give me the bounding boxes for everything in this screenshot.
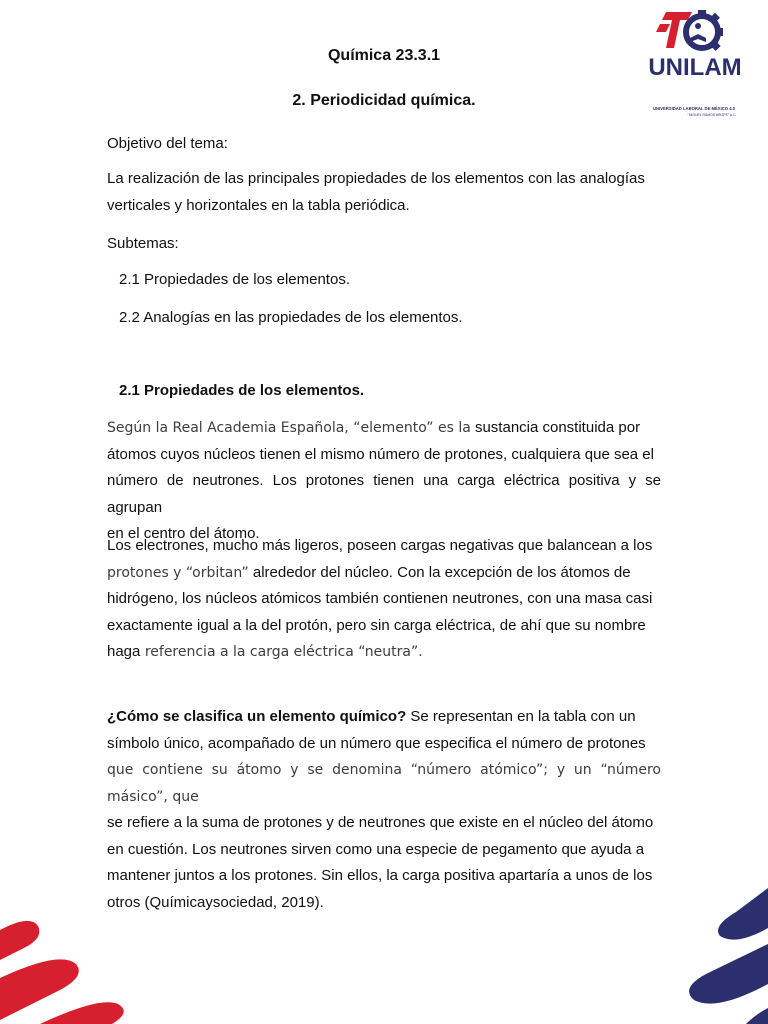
p3-line-7: otros (Químicaysociedad, 2019).	[107, 893, 324, 911]
logo-motto: "MIGUEL RAMOS ARIZPE" A.C.	[687, 113, 737, 117]
p2-line-4: exactamente igual a la del protón, pero sin carga eléctrica, de ahí que su nombre	[107, 616, 646, 634]
objective-line-2: verticales y horizontales en la tabla periódica.	[107, 196, 410, 214]
p2-line-2-rest: alrededor del núcleo. Con la excepción de los átomos de	[248, 563, 631, 581]
objective-line-1: La realización de las principales propiedades de los elementos con las analogías	[107, 170, 645, 187]
navy-corner-decoration	[676, 888, 768, 1024]
p1-line-1-quote: Según la Real Academia Española, “elemento” es la	[107, 420, 471, 436]
paragraph-2	[107, 533, 661, 666]
p3-line-1-rest: Se representan en la tabla con un	[406, 708, 636, 725]
p2-line-5-start: haga	[107, 643, 141, 660]
p1-line-1-rest: sustancia constituida por	[470, 419, 641, 436]
p1-line-2: átomos cuyos núcleos tienen el mismo número de protones, cualquiera que sea el	[107, 445, 654, 463]
paragraph-1	[107, 415, 661, 548]
reader-icon	[690, 23, 706, 42]
p3-line-3: que contiene su átomo y se denomina “número atómico”; y un “número másico”, que	[107, 762, 661, 805]
p3-line-2: símbolo único, acompañado de un número que especifica el número de protones	[107, 734, 646, 752]
page-title: Química 23.3.1	[327, 47, 441, 64]
subtopics-label: Subtemas:	[107, 235, 179, 252]
p3-line-6: mantener juntos a los protones. Sin ellos, la carga positiva apartaría a unos de los	[107, 867, 653, 884]
page-subtitle: 2. Periodicidad química.	[292, 92, 476, 109]
gear-icon	[686, 10, 723, 51]
p2-line-3: hidrógeno, los núcleos atómicos también contienen neutrones, con una masa casi	[107, 590, 653, 607]
p1-line-4: en el centro del átomo.	[107, 525, 260, 542]
logo-tagline: UNIVERSIDAD LABORAL DE MÉXICO 4.0	[652, 106, 736, 111]
red-corner-decoration	[0, 900, 160, 1024]
logo-wordmark: UNILAM	[648, 54, 742, 81]
p3-line-5: en cuestión. Los neutrones sirven como una especie de pegamento que ayuda a	[107, 840, 645, 858]
p2-line-1: Los electrones, mucho más ligeros, poseen cargas negativas que balancean a los	[107, 537, 653, 554]
subtopic-item: 2.1 Propiedades de los elementos.	[119, 271, 350, 288]
p2-line-5-quote: referencia a la carga eléctrica “neutra”.	[140, 644, 423, 660]
p2-line-2-quote: protones y “orbitan”	[107, 564, 249, 581]
p3-question: ¿Cómo se clasifica un elemento químico?	[107, 708, 407, 725]
paragraph-3	[107, 704, 661, 916]
objective-text	[107, 166, 661, 219]
objective-label: Objetivo del tema:	[107, 135, 228, 152]
subtopic-item: 2.2 Analogías en las propiedades de los elementos.	[119, 309, 463, 326]
p3-line-4: se refiere a la suma de protones y de neutrones que existe en el núcleo del átomo	[107, 814, 654, 831]
section-heading: 2.1 Propiedades de los elementos.	[119, 382, 365, 399]
p1-line-3: número de neutrones. Los protones tienen una carga eléctrica positiva y se agrupan	[107, 472, 661, 516]
